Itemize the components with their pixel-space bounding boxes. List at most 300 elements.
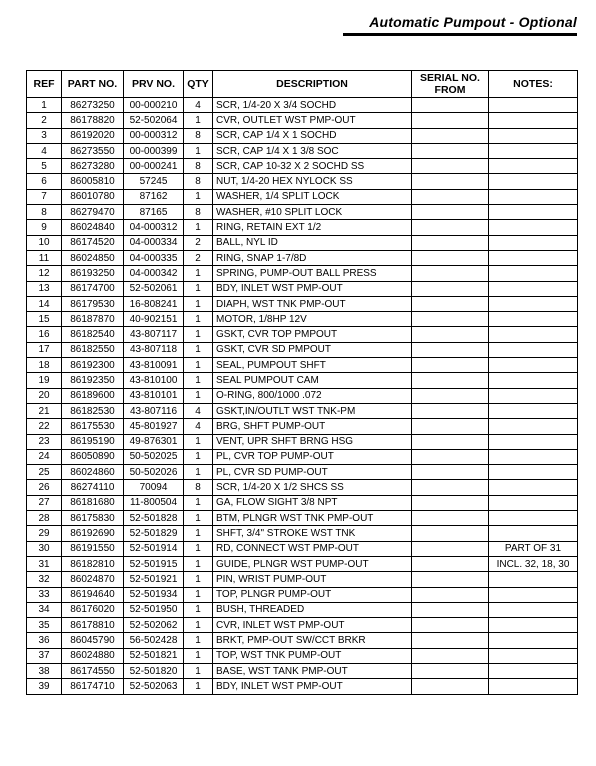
cell-serial-no-from bbox=[412, 648, 489, 663]
cell-qty: 1 bbox=[184, 663, 213, 678]
cell-serial-no-from bbox=[412, 174, 489, 189]
cell-description: TOP, WST TNK PUMP-OUT bbox=[213, 648, 412, 663]
table-row bbox=[27, 281, 578, 296]
cell-qty: 1 bbox=[184, 220, 213, 235]
cell-notes bbox=[489, 281, 578, 296]
cell-qty: 1 bbox=[184, 327, 213, 342]
table-row bbox=[27, 449, 578, 464]
cell-description: MOTOR, 1/8HP 12V bbox=[213, 312, 412, 327]
column-header-ref: REF bbox=[27, 71, 62, 98]
cell-prv-no: 52-501914 bbox=[124, 541, 184, 556]
table-row bbox=[27, 587, 578, 602]
table-row bbox=[27, 480, 578, 495]
cell-ref: 33 bbox=[27, 587, 62, 602]
cell-ref: 26 bbox=[27, 480, 62, 495]
cell-part-no: 86191550 bbox=[62, 541, 124, 556]
cell-ref: 30 bbox=[27, 541, 62, 556]
cell-part-no: 86178820 bbox=[62, 113, 124, 128]
cell-notes bbox=[489, 511, 578, 526]
table-row bbox=[27, 434, 578, 449]
cell-description: BDY, INLET WST PMP-OUT bbox=[213, 679, 412, 694]
cell-description: RING, SNAP 1-7/8D bbox=[213, 250, 412, 265]
cell-prv-no: 43-807118 bbox=[124, 342, 184, 357]
cell-prv-no: 52-501934 bbox=[124, 587, 184, 602]
cell-prv-no: 50-502026 bbox=[124, 465, 184, 480]
table-row bbox=[27, 128, 578, 143]
cell-ref: 13 bbox=[27, 281, 62, 296]
cell-ref: 38 bbox=[27, 663, 62, 678]
cell-notes bbox=[489, 572, 578, 587]
table-row bbox=[27, 679, 578, 694]
cell-serial-no-from bbox=[412, 235, 489, 250]
cell-qty: 1 bbox=[184, 587, 213, 602]
cell-ref: 4 bbox=[27, 143, 62, 158]
cell-serial-no-from bbox=[412, 98, 489, 113]
cell-description: SPRING, PUMP-OUT BALL PRESS bbox=[213, 266, 412, 281]
cell-part-no: 86024880 bbox=[62, 648, 124, 663]
cell-description: WASHER, #10 SPLIT LOCK bbox=[213, 205, 412, 220]
cell-prv-no: 00-000399 bbox=[124, 143, 184, 158]
table-row bbox=[27, 556, 578, 571]
table-row bbox=[27, 159, 578, 174]
cell-serial-no-from bbox=[412, 281, 489, 296]
cell-description: RING, RETAIN EXT 1/2 bbox=[213, 220, 412, 235]
cell-serial-no-from bbox=[412, 388, 489, 403]
table-row bbox=[27, 327, 578, 342]
cell-ref: 2 bbox=[27, 113, 62, 128]
cell-serial-no-from bbox=[412, 327, 489, 342]
cell-notes bbox=[489, 98, 578, 113]
table-row bbox=[27, 250, 578, 265]
cell-part-no: 86174710 bbox=[62, 679, 124, 694]
cell-serial-no-from bbox=[412, 449, 489, 464]
cell-description: GSKT,IN/OUTLT WST TNK-PM bbox=[213, 403, 412, 418]
cell-serial-no-from bbox=[412, 358, 489, 373]
cell-part-no: 86175530 bbox=[62, 419, 124, 434]
cell-ref: 8 bbox=[27, 205, 62, 220]
cell-part-no: 86192350 bbox=[62, 373, 124, 388]
cell-ref: 12 bbox=[27, 266, 62, 281]
cell-part-no: 86195190 bbox=[62, 434, 124, 449]
table-row bbox=[27, 403, 578, 418]
cell-notes bbox=[489, 465, 578, 480]
column-header-part-no: PART NO. bbox=[62, 71, 124, 98]
cell-qty: 1 bbox=[184, 296, 213, 311]
cell-part-no: 86010780 bbox=[62, 189, 124, 204]
cell-part-no: 86192690 bbox=[62, 526, 124, 541]
cell-ref: 37 bbox=[27, 648, 62, 663]
cell-prv-no: 00-000210 bbox=[124, 98, 184, 113]
cell-ref: 14 bbox=[27, 296, 62, 311]
column-header-qty: QTY bbox=[184, 71, 213, 98]
cell-prv-no: 40-902151 bbox=[124, 312, 184, 327]
table-row bbox=[27, 312, 578, 327]
cell-serial-no-from bbox=[412, 434, 489, 449]
cell-description: VENT, UPR SHFT BRNG HSG bbox=[213, 434, 412, 449]
cell-qty: 1 bbox=[184, 358, 213, 373]
cell-qty: 1 bbox=[184, 281, 213, 296]
column-header-serial-no-from bbox=[412, 71, 489, 98]
cell-qty: 2 bbox=[184, 235, 213, 250]
cell-description: PIN, WRIST PUMP-OUT bbox=[213, 572, 412, 587]
cell-part-no: 86024850 bbox=[62, 250, 124, 265]
cell-notes bbox=[489, 679, 578, 694]
cell-qty: 1 bbox=[184, 342, 213, 357]
cell-prv-no: 00-000312 bbox=[124, 128, 184, 143]
cell-part-no: 86024860 bbox=[62, 465, 124, 480]
cell-prv-no: 52-502062 bbox=[124, 618, 184, 633]
table-row bbox=[27, 663, 578, 678]
cell-ref: 19 bbox=[27, 373, 62, 388]
cell-prv-no: 52-502061 bbox=[124, 281, 184, 296]
table-row bbox=[27, 618, 578, 633]
cell-description: SEAL PUMPOUT CAM bbox=[213, 373, 412, 388]
cell-prv-no: 11-800504 bbox=[124, 495, 184, 510]
cell-qty: 8 bbox=[184, 174, 213, 189]
table-row bbox=[27, 113, 578, 128]
cell-notes bbox=[489, 526, 578, 541]
cell-description: NUT, 1/4-20 HEX NYLOCK SS bbox=[213, 174, 412, 189]
cell-qty: 4 bbox=[184, 419, 213, 434]
cell-notes bbox=[489, 296, 578, 311]
cell-prv-no: 04-000335 bbox=[124, 250, 184, 265]
header-rule bbox=[343, 33, 577, 36]
cell-ref: 9 bbox=[27, 220, 62, 235]
cell-part-no: 86175830 bbox=[62, 511, 124, 526]
cell-part-no: 86045790 bbox=[62, 633, 124, 648]
cell-serial-no-from bbox=[412, 541, 489, 556]
cell-qty: 1 bbox=[184, 449, 213, 464]
cell-prv-no: 49-876301 bbox=[124, 434, 184, 449]
cell-description: CVR, INLET WST PMP-OUT bbox=[213, 618, 412, 633]
cell-notes bbox=[489, 618, 578, 633]
cell-part-no: 86024840 bbox=[62, 220, 124, 235]
parts-table-body bbox=[27, 98, 578, 695]
cell-notes bbox=[489, 189, 578, 204]
cell-ref: 24 bbox=[27, 449, 62, 464]
cell-prv-no: 43-807117 bbox=[124, 327, 184, 342]
cell-qty: 1 bbox=[184, 143, 213, 158]
column-header-prv-no: PRV NO. bbox=[124, 71, 184, 98]
cell-qty: 1 bbox=[184, 495, 213, 510]
cell-notes bbox=[489, 449, 578, 464]
table-row bbox=[27, 143, 578, 158]
cell-prv-no: 57245 bbox=[124, 174, 184, 189]
cell-notes bbox=[489, 312, 578, 327]
table-row bbox=[27, 189, 578, 204]
cell-prv-no: 43-810100 bbox=[124, 373, 184, 388]
table-row bbox=[27, 648, 578, 663]
cell-serial-no-from bbox=[412, 189, 489, 204]
table-row bbox=[27, 465, 578, 480]
cell-ref: 32 bbox=[27, 572, 62, 587]
cell-ref: 34 bbox=[27, 602, 62, 617]
cell-serial-no-from bbox=[412, 220, 489, 235]
cell-ref: 5 bbox=[27, 159, 62, 174]
table-row bbox=[27, 388, 578, 403]
cell-description: BALL, NYL ID bbox=[213, 235, 412, 250]
cell-description: PL, CVR TOP PUMP-OUT bbox=[213, 449, 412, 464]
cell-part-no: 86182530 bbox=[62, 403, 124, 418]
cell-ref: 15 bbox=[27, 312, 62, 327]
column-header-description: DESCRIPTION bbox=[213, 71, 412, 98]
table-row bbox=[27, 633, 578, 648]
cell-prv-no: 52-502063 bbox=[124, 679, 184, 694]
cell-serial-no-from bbox=[412, 495, 489, 510]
cell-ref: 21 bbox=[27, 403, 62, 418]
cell-serial-no-from bbox=[412, 663, 489, 678]
cell-qty: 1 bbox=[184, 618, 213, 633]
table-row bbox=[27, 98, 578, 113]
cell-description: GSKT, CVR TOP PMPOUT bbox=[213, 327, 412, 342]
cell-notes bbox=[489, 235, 578, 250]
cell-part-no: 86024870 bbox=[62, 572, 124, 587]
table-row bbox=[27, 266, 578, 281]
cell-part-no: 86274110 bbox=[62, 480, 124, 495]
table-header-row bbox=[27, 71, 578, 98]
cell-qty: 1 bbox=[184, 679, 213, 694]
cell-description: BRKT, PMP-OUT SW/CCT BRKR bbox=[213, 633, 412, 648]
cell-qty: 8 bbox=[184, 128, 213, 143]
cell-serial-no-from bbox=[412, 143, 489, 158]
cell-prv-no: 52-502064 bbox=[124, 113, 184, 128]
table-row bbox=[27, 419, 578, 434]
cell-serial-no-from bbox=[412, 679, 489, 694]
table-row bbox=[27, 342, 578, 357]
cell-part-no: 86005810 bbox=[62, 174, 124, 189]
cell-prv-no: 43-810101 bbox=[124, 388, 184, 403]
cell-serial-no-from bbox=[412, 128, 489, 143]
table-row bbox=[27, 526, 578, 541]
cell-qty: 1 bbox=[184, 388, 213, 403]
cell-serial-no-from bbox=[412, 159, 489, 174]
cell-qty: 1 bbox=[184, 434, 213, 449]
cell-qty: 1 bbox=[184, 373, 213, 388]
cell-ref: 39 bbox=[27, 679, 62, 694]
cell-serial-no-from bbox=[412, 250, 489, 265]
cell-qty: 1 bbox=[184, 648, 213, 663]
cell-notes bbox=[489, 266, 578, 281]
cell-ref: 7 bbox=[27, 189, 62, 204]
cell-description: GA, FLOW SIGHT 3/8 NPT bbox=[213, 495, 412, 510]
cell-qty: 8 bbox=[184, 480, 213, 495]
cell-ref: 25 bbox=[27, 465, 62, 480]
table-row bbox=[27, 296, 578, 311]
cell-part-no: 86273250 bbox=[62, 98, 124, 113]
cell-notes: INCL. 32, 18, 30 bbox=[489, 556, 578, 571]
cell-description: BRG, SHFT PUMP-OUT bbox=[213, 419, 412, 434]
cell-qty: 1 bbox=[184, 572, 213, 587]
cell-ref: 1 bbox=[27, 98, 62, 113]
cell-prv-no: 04-000312 bbox=[124, 220, 184, 235]
cell-part-no: 86182550 bbox=[62, 342, 124, 357]
cell-prv-no: 87162 bbox=[124, 189, 184, 204]
cell-serial-no-from bbox=[412, 633, 489, 648]
cell-prv-no: 16-808241 bbox=[124, 296, 184, 311]
cell-description: WASHER, 1/4 SPLIT LOCK bbox=[213, 189, 412, 204]
cell-notes bbox=[489, 327, 578, 342]
cell-serial-no-from bbox=[412, 266, 489, 281]
cell-part-no: 86182540 bbox=[62, 327, 124, 342]
cell-serial-no-from bbox=[412, 342, 489, 357]
table-row bbox=[27, 174, 578, 189]
cell-notes bbox=[489, 220, 578, 235]
cell-qty: 1 bbox=[184, 465, 213, 480]
cell-notes bbox=[489, 205, 578, 220]
cell-ref: 35 bbox=[27, 618, 62, 633]
cell-ref: 23 bbox=[27, 434, 62, 449]
cell-description: GSKT, CVR SD PMPOUT bbox=[213, 342, 412, 357]
cell-notes bbox=[489, 250, 578, 265]
cell-part-no: 86279470 bbox=[62, 205, 124, 220]
cell-description: SCR, 1/4-20 X 3/4 SOCHD bbox=[213, 98, 412, 113]
cell-description: RD, CONNECT WST PMP-OUT bbox=[213, 541, 412, 556]
table-row bbox=[27, 235, 578, 250]
cell-description: SCR, CAP 10-32 X 2 SOCHD SS bbox=[213, 159, 412, 174]
cell-ref: 20 bbox=[27, 388, 62, 403]
cell-description: O-RING, 800/1000 .072 bbox=[213, 388, 412, 403]
cell-part-no: 86192300 bbox=[62, 358, 124, 373]
cell-prv-no: 52-501820 bbox=[124, 663, 184, 678]
cell-notes bbox=[489, 342, 578, 357]
cell-serial-no-from bbox=[412, 572, 489, 587]
cell-part-no: 86189600 bbox=[62, 388, 124, 403]
table-row bbox=[27, 373, 578, 388]
cell-qty: 1 bbox=[184, 511, 213, 526]
cell-ref: 10 bbox=[27, 235, 62, 250]
cell-description: SCR, 1/4-20 X 1/2 SHCS SS bbox=[213, 480, 412, 495]
cell-notes bbox=[489, 143, 578, 158]
cell-qty: 1 bbox=[184, 526, 213, 541]
cell-serial-no-from bbox=[412, 526, 489, 541]
cell-prv-no: 00-000241 bbox=[124, 159, 184, 174]
cell-notes bbox=[489, 663, 578, 678]
cell-notes bbox=[489, 648, 578, 663]
cell-part-no: 86174700 bbox=[62, 281, 124, 296]
cell-ref: 11 bbox=[27, 250, 62, 265]
cell-qty: 1 bbox=[184, 556, 213, 571]
cell-part-no: 86181680 bbox=[62, 495, 124, 510]
cell-ref: 3 bbox=[27, 128, 62, 143]
cell-part-no: 86273280 bbox=[62, 159, 124, 174]
cell-part-no: 86182810 bbox=[62, 556, 124, 571]
cell-prv-no: 45-801927 bbox=[124, 419, 184, 434]
page-title: Automatic Pumpout - Optional bbox=[369, 14, 577, 30]
cell-ref: 31 bbox=[27, 556, 62, 571]
cell-prv-no: 43-807116 bbox=[124, 403, 184, 418]
cell-qty: 4 bbox=[184, 98, 213, 113]
cell-serial-no-from bbox=[412, 403, 489, 418]
cell-serial-no-from bbox=[412, 480, 489, 495]
table-row bbox=[27, 205, 578, 220]
cell-prv-no: 52-501921 bbox=[124, 572, 184, 587]
parts-table bbox=[26, 70, 578, 695]
cell-serial-no-from bbox=[412, 296, 489, 311]
cell-description: SCR, CAP 1/4 X 1 SOCHD bbox=[213, 128, 412, 143]
cell-notes bbox=[489, 602, 578, 617]
cell-notes bbox=[489, 358, 578, 373]
cell-part-no: 86273550 bbox=[62, 143, 124, 158]
column-header-notes: NOTES: bbox=[489, 71, 578, 98]
cell-description: CVR, OUTLET WST PMP-OUT bbox=[213, 113, 412, 128]
cell-part-no: 86176020 bbox=[62, 602, 124, 617]
cell-prv-no: 52-501950 bbox=[124, 602, 184, 617]
cell-prv-no: 87165 bbox=[124, 205, 184, 220]
cell-description: SEAL, PUMPOUT SHFT bbox=[213, 358, 412, 373]
cell-part-no: 86174520 bbox=[62, 235, 124, 250]
cell-part-no: 86194640 bbox=[62, 587, 124, 602]
cell-serial-no-from bbox=[412, 618, 489, 633]
cell-prv-no: 52-501915 bbox=[124, 556, 184, 571]
cell-serial-no-from bbox=[412, 556, 489, 571]
cell-notes bbox=[489, 480, 578, 495]
cell-part-no: 86179530 bbox=[62, 296, 124, 311]
cell-qty: 1 bbox=[184, 602, 213, 617]
cell-notes bbox=[489, 373, 578, 388]
cell-part-no: 86192020 bbox=[62, 128, 124, 143]
cell-notes bbox=[489, 419, 578, 434]
cell-qty: 1 bbox=[184, 633, 213, 648]
cell-ref: 6 bbox=[27, 174, 62, 189]
cell-description: TOP, PLNGR PUMP-OUT bbox=[213, 587, 412, 602]
cell-description: BASE, WST TANK PMP-OUT bbox=[213, 663, 412, 678]
cell-prv-no: 70094 bbox=[124, 480, 184, 495]
cell-notes bbox=[489, 174, 578, 189]
cell-prv-no: 04-000342 bbox=[124, 266, 184, 281]
cell-ref: 36 bbox=[27, 633, 62, 648]
cell-serial-no-from bbox=[412, 511, 489, 526]
cell-prv-no: 43-810091 bbox=[124, 358, 184, 373]
cell-serial-no-from bbox=[412, 113, 489, 128]
cell-qty: 1 bbox=[184, 541, 213, 556]
cell-part-no: 86174550 bbox=[62, 663, 124, 678]
cell-serial-no-from bbox=[412, 419, 489, 434]
cell-notes bbox=[489, 159, 578, 174]
page-header bbox=[0, 14, 577, 38]
cell-ref: 27 bbox=[27, 495, 62, 510]
cell-notes bbox=[489, 633, 578, 648]
cell-serial-no-from bbox=[412, 205, 489, 220]
cell-qty: 8 bbox=[184, 205, 213, 220]
cell-serial-no-from bbox=[412, 373, 489, 388]
cell-prv-no: 56-502428 bbox=[124, 633, 184, 648]
cell-prv-no: 04-000334 bbox=[124, 235, 184, 250]
cell-ref: 16 bbox=[27, 327, 62, 342]
cell-notes bbox=[489, 587, 578, 602]
cell-prv-no: 52-501829 bbox=[124, 526, 184, 541]
table-row bbox=[27, 511, 578, 526]
table-row bbox=[27, 541, 578, 556]
cell-qty: 2 bbox=[184, 250, 213, 265]
cell-prv-no: 52-501828 bbox=[124, 511, 184, 526]
table-row bbox=[27, 602, 578, 617]
cell-description: DIAPH, WST TNK PMP-OUT bbox=[213, 296, 412, 311]
cell-description: PL, CVR SD PUMP-OUT bbox=[213, 465, 412, 480]
table-row bbox=[27, 220, 578, 235]
cell-notes bbox=[489, 128, 578, 143]
cell-description: BDY, INLET WST PMP-OUT bbox=[213, 281, 412, 296]
cell-ref: 28 bbox=[27, 511, 62, 526]
cell-description: BUSH, THREADED bbox=[213, 602, 412, 617]
cell-part-no: 86187870 bbox=[62, 312, 124, 327]
cell-notes bbox=[489, 434, 578, 449]
cell-notes bbox=[489, 495, 578, 510]
cell-serial-no-from bbox=[412, 465, 489, 480]
cell-ref: 22 bbox=[27, 419, 62, 434]
cell-serial-no-from bbox=[412, 602, 489, 617]
cell-ref: 18 bbox=[27, 358, 62, 373]
cell-description: GUIDE, PLNGR WST PUMP-OUT bbox=[213, 556, 412, 571]
